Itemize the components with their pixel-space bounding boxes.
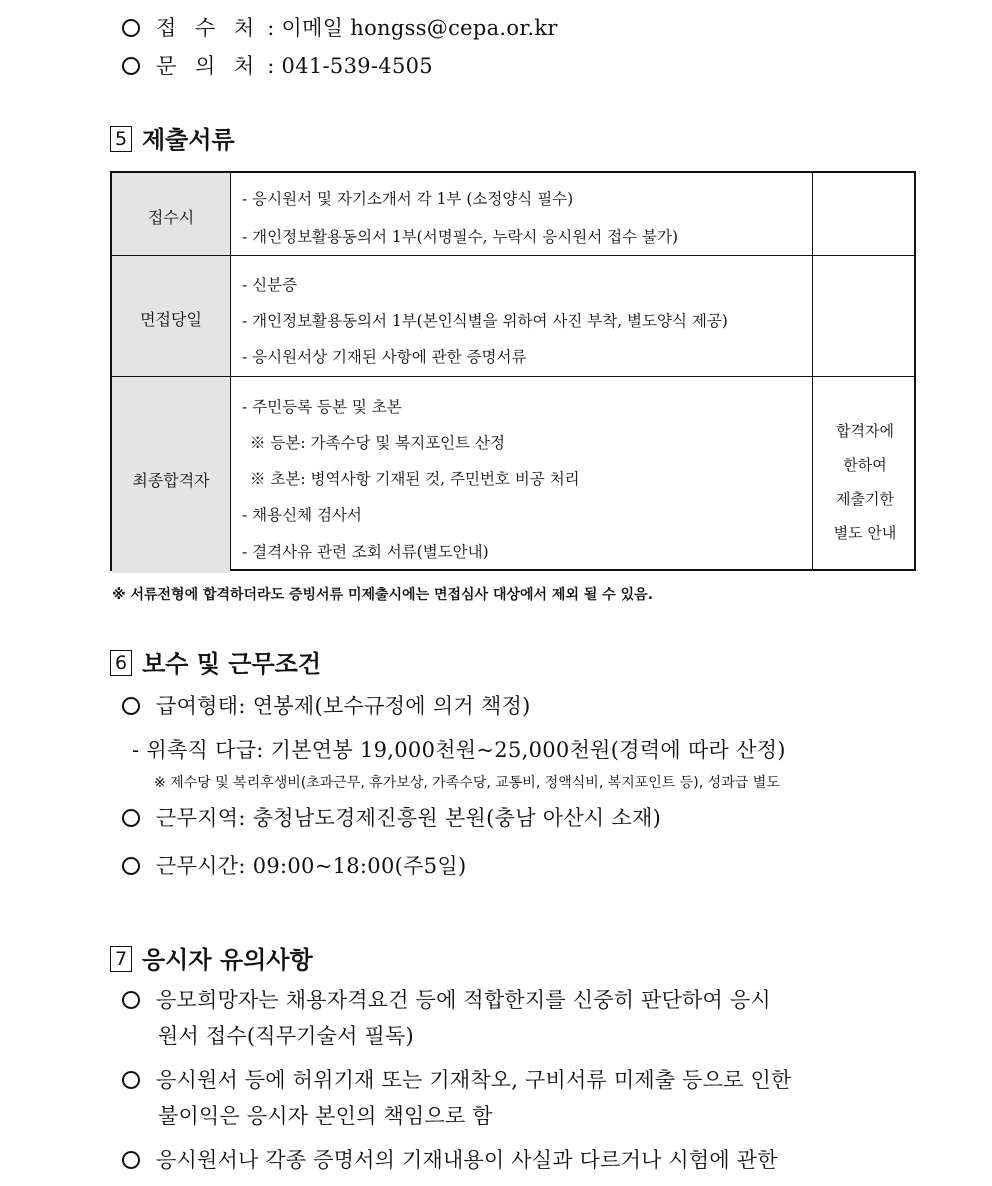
final-note-line: 별도 안내: [833, 524, 897, 542]
row-item: - 개인정보활용동의서 1부(서명필수, 누락시 응시원서 접수 불가): [242, 228, 679, 246]
section-7-heading: [110, 940, 313, 975]
grade-pay: - 위촉직 다급: 기본연봉 19,000천원~25,000천원(경력에 따라 산정): [132, 738, 786, 762]
circle-bullet-icon: [122, 697, 140, 715]
contact-reception: 접 수 처 : 이메일 hongss@cepa.or.kr: [122, 12, 558, 42]
circle-bullet-icon: [122, 809, 140, 827]
documents-footnote: ※ 서류전형에 합격하더라도 증빙서류 미제출시에는 면접심사 대상에서 제외 될 수 있음.: [112, 587, 654, 603]
work-hours-text: 근무시간: 09:00~18:00(주5일): [156, 854, 467, 878]
row-item-note: ※ 등본: 가족수당 및 복지포인트 산정: [250, 434, 505, 452]
circle-bullet-icon: [122, 1151, 140, 1169]
pay-type-text: 급여형태: 연봉제(보수규정에 의거 책정): [156, 694, 531, 718]
final-note-line: 제출기한: [836, 490, 894, 508]
table-divider: [230, 173, 231, 569]
contact-inquiry: 문 의 처 : 041-539-4505: [122, 50, 433, 80]
section-7-number: 7: [110, 946, 132, 972]
circle-bullet-icon: [122, 857, 140, 875]
table-divider: [112, 376, 914, 377]
section-6-heading: [110, 644, 321, 679]
work-location-text: 근무지역: 충청남도경제진흥원 본원(충남 아산시 소재): [156, 806, 662, 830]
notice-line: 응모희망자는 채용자격요건 등에 적합한지를 신중히 판단하여 응시: [156, 988, 771, 1012]
pay-note: ※ 제수당 및 복리후생비(초과근무, 휴가보상, 가족수당, 교통비, 정액식비, 복지포인트 등), 성과급 별도: [154, 775, 780, 791]
row-item: - 개인정보활용동의서 1부(본인식별을 위하여 사진 부착, 별도양식 제공): [242, 312, 728, 330]
final-note-line: 합격자에: [836, 422, 894, 440]
row-item: - 응시원서상 기재된 사항에 관한 증명서류: [242, 348, 527, 366]
inquiry-value: 041-539-4505: [281, 54, 433, 78]
circle-bullet-icon: [122, 19, 140, 37]
notice-line: 응시원서 등에 허위기재 또는 기재착오, 구비서류 미제출 등으로 인한: [156, 1068, 792, 1092]
table-divider: [812, 173, 813, 569]
table-divider: [112, 255, 914, 256]
notice-line: 응시원서나 각종 증명서의 기재내용이 사실과 다르거나 시험에 관한: [156, 1148, 778, 1172]
row-item: - 채용신체 검사서: [242, 506, 362, 524]
row-item-note: ※ 초본: 병역사항 기재된 것, 주민번호 비공 처리: [250, 470, 580, 488]
pay-type: [122, 690, 531, 720]
notice-item: [122, 982, 771, 1054]
label-column-shade: [112, 173, 230, 573]
section-5-title: 제출서류: [142, 126, 235, 154]
notice-item: [122, 1142, 778, 1178]
row-item: - 결격사유 관련 조회 서류(별도안내): [242, 543, 489, 561]
reception-value: 이메일 hongss@cepa.or.kr: [281, 16, 558, 40]
final-note: [814, 414, 916, 550]
section-6-number: 6: [110, 650, 132, 676]
section-5-number: 5: [110, 126, 132, 152]
row-label-final: 최종합격자: [132, 471, 210, 490]
section-5-heading: [110, 120, 235, 155]
row-label-reception: 접수시: [147, 208, 195, 227]
circle-bullet-icon: [122, 991, 140, 1009]
circle-bullet-icon: [122, 57, 140, 75]
work-location: [122, 802, 661, 832]
row-label-interview: 면접당일: [140, 310, 202, 329]
row-item: - 응시원서 및 자기소개서 각 1부 (소정양식 필수): [242, 190, 574, 208]
notice-item: [122, 1062, 791, 1134]
section-7-title: 응시자 유의사항: [142, 946, 313, 974]
inquiry-label: 문 의 처: [156, 54, 261, 78]
reception-label: 접 수 처: [156, 16, 261, 40]
section-6-title: 보수 및 근무조건: [142, 650, 321, 678]
row-item: - 신분증: [242, 276, 298, 294]
work-hours: [122, 850, 466, 880]
notice-line: 불이익은 응시자 본인의 책임으로 함: [158, 1104, 493, 1128]
notice-line: 원서 접수(직무기술서 필독): [158, 1024, 414, 1048]
row-item: - 주민등록 등본 및 초본: [242, 398, 402, 416]
documents-table: [110, 171, 916, 571]
final-note-line: 한하여: [843, 456, 887, 474]
circle-bullet-icon: [122, 1071, 140, 1089]
